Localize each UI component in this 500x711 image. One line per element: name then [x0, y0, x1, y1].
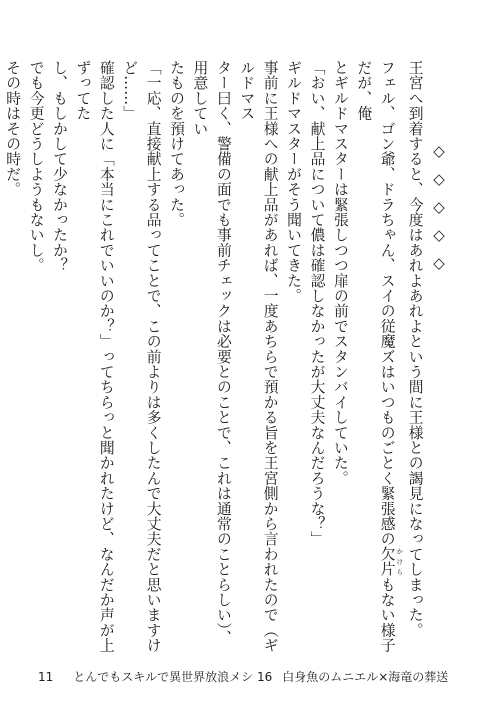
book-title: とんでもスキルで異世界放浪メシ 16	[73, 670, 273, 684]
paragraph: 王宮へ到着すると、今度はあれよあれよという間に王様との謁見になってしまった。	[406, 60, 424, 638]
section-divider-diamonds: ◇◇◇◇◇	[430, 142, 448, 282]
paragraph: でも今更どうしようもないし。	[27, 60, 45, 273]
paragraph: 事前に王様への献上品があれば、一度あちらで預かる旨を王宮側から言われたので（ギルドマス	[238, 60, 279, 653]
paragraph: たものを預けてあった。	[168, 60, 186, 228]
vertical-text-body	[4, 60, 450, 660]
paragraph: 「一応、直接献上する品ってことで、この前よりは多くしたんで大丈夫だと思いますけど……」	[121, 60, 162, 653]
paragraph: とギルドマスターは緊張しつつ扉の前でスタンバイしていた。	[331, 60, 349, 486]
book-subtitle: 白身魚のムニエル×海竜の葬送	[282, 670, 449, 684]
paragraph: その時はその時だ。	[4, 60, 22, 197]
paragraph: フェル、ゴン爺、ドラちゃん、スイの従魔ズはいつものごとく緊張感の欠片 かけらもない様子だが、俺	[355, 60, 404, 653]
paragraph: 確認した人に「本当にこれでいいのか？」ってちらっと聞かれたけど、なんだか声が上ずってた	[74, 60, 115, 653]
furigana-word: 欠片 かけら	[378, 546, 404, 577]
paragraph: 「おい、献上品について儂は確認しなかったが大丈夫なんだろうな？」	[308, 60, 326, 547]
page-footer	[38, 668, 448, 685]
paragraph: し、もしかして少なかったか？	[51, 60, 68, 273]
paragraph	[0, 60, 1, 660]
page-number: 11	[38, 670, 54, 684]
paragraph: ギルドマスターがそう聞いてきた。	[285, 60, 303, 304]
paragraph: ター曰く、警備の面でも事前チェックは必要とのことで、これは通常のことらしい）、用意してい	[191, 60, 232, 646]
